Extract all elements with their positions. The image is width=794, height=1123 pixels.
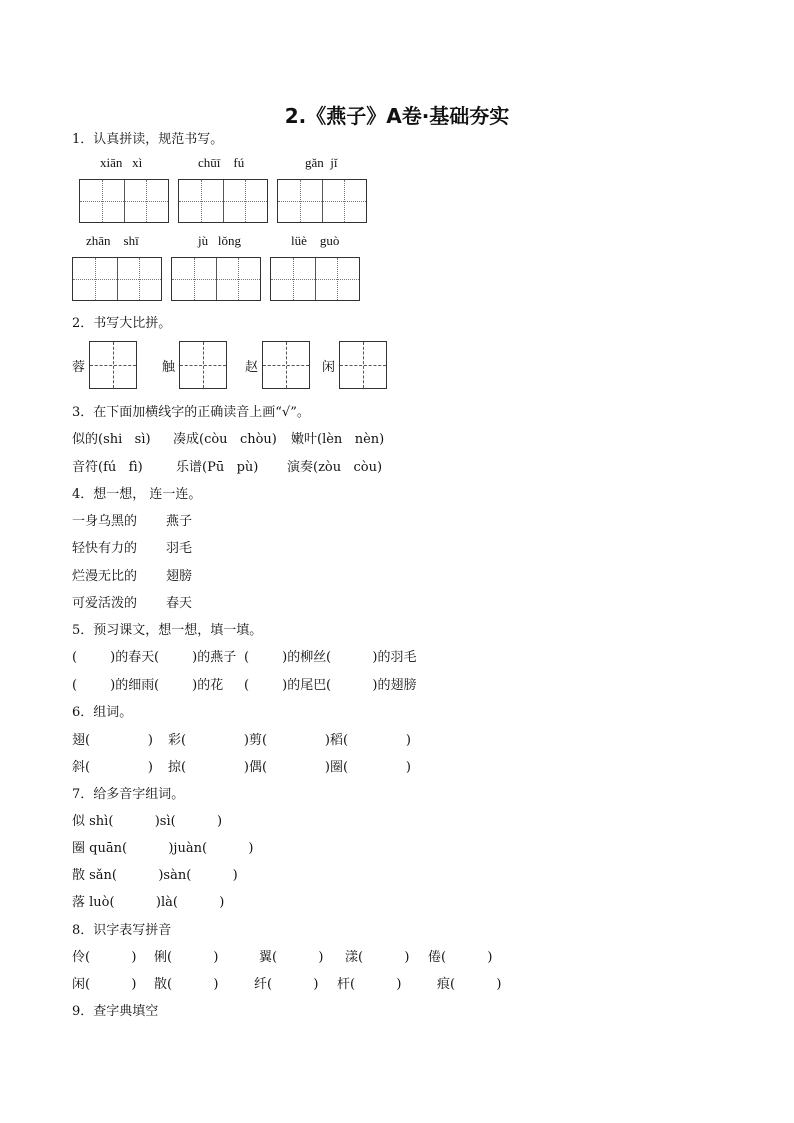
q1-heading: 1．认真拼读，规范书写。 — [72, 132, 224, 147]
q3-item-5: 乐谱(Pū pù) — [176, 460, 259, 475]
big-grid-3[interactable] — [262, 341, 310, 389]
q8-r1-4: 漾( ) — [345, 950, 410, 965]
q6-r2-2: 掠( )偶( )圈( ) — [168, 760, 411, 775]
q7-item-2: 圈 quān( )juàn( ) — [72, 841, 254, 856]
q2-char-3: 赵 — [245, 360, 259, 375]
q5-r1-1: ( )的春天 — [72, 650, 155, 665]
q3-item-2: 凑成(còu chòu) — [173, 432, 277, 447]
q9-heading: 9．查字典填空 — [72, 1004, 159, 1019]
q4-right-4: 春天 — [166, 596, 193, 611]
q4-left-3: 烂漫无比的 — [72, 569, 138, 584]
q7-item-1: 似 shì( )sì( ) — [72, 814, 223, 829]
q3-heading: 3．在下面加横线字的正确读音上画“√”。 — [72, 405, 310, 420]
writing-grid-5[interactable] — [171, 257, 261, 301]
q5-r1-4: ( )的羽毛 — [326, 650, 417, 665]
q6-r2-1: 斜( ) — [72, 760, 153, 775]
big-grid-1[interactable] — [89, 341, 137, 389]
writing-grid-6[interactable] — [270, 257, 360, 301]
q8-heading: 8．识字表写拼音 — [72, 923, 172, 938]
q3-item-4: 音符(fú fì) — [72, 460, 143, 475]
writing-grid-1[interactable] — [79, 179, 169, 223]
q5-r2-4: ( )的翅膀 — [326, 678, 417, 693]
q1-pinyin-2: chūī fú — [198, 155, 245, 170]
q8-r1-5: 倦( ) — [428, 950, 493, 965]
q5-r1-3: ( )的柳丝 — [244, 650, 327, 665]
q1-pinyin-3: gǎn jǐ — [305, 155, 338, 170]
q4-right-1: 燕子 — [166, 514, 193, 529]
writing-grid-3[interactable] — [277, 179, 367, 223]
q6-heading: 6．组词。 — [72, 705, 133, 720]
q8-r2-3: 纤( ) — [254, 977, 319, 992]
q2-char-4: 闲 — [322, 360, 336, 375]
q5-r2-3: ( )的尾巴 — [244, 678, 327, 693]
q3-item-6: 演奏(zòu còu) — [287, 460, 383, 475]
big-grid-4[interactable] — [339, 341, 387, 389]
q7-item-3: 散 sǎn( )sàn( ) — [72, 868, 238, 883]
q4-left-2: 轻快有力的 — [72, 541, 138, 556]
q2-char-2: 触 — [162, 360, 176, 375]
q2-char-1: 蓉 — [72, 360, 86, 375]
q1-pinyin-1: xiān xì — [100, 155, 143, 170]
q4-heading: 4．想一想， 连一连。 — [72, 487, 202, 502]
q5-r1-2: ( )的燕子 — [154, 650, 237, 665]
page-title: 2.《燕子》A卷·基础夯实 — [284, 104, 510, 128]
q8-r2-2: 散( ) — [154, 977, 219, 992]
q7-heading: 7．给多音字组词。 — [72, 787, 185, 802]
q8-r1-3: 翼( ) — [259, 950, 324, 965]
q5-heading: 5．预习课文，想一想，填一填。 — [72, 623, 263, 638]
q4-left-1: 一身乌黑的 — [72, 514, 138, 529]
q4-right-2: 羽毛 — [166, 541, 193, 556]
q5-r2-1: ( )的细雨 — [72, 678, 155, 693]
q7-item-4: 落 luò( )là( ) — [72, 895, 225, 910]
q3-item-3: 嫩叶(lèn nèn) — [291, 432, 385, 447]
q8-r2-5: 痕( ) — [437, 977, 502, 992]
q4-left-4: 可爱活泼的 — [72, 596, 138, 611]
q1-pinyin-4: zhān shī — [86, 233, 139, 248]
writing-grid-2[interactable] — [178, 179, 268, 223]
big-grid-2[interactable] — [179, 341, 227, 389]
writing-grid-4[interactable] — [72, 257, 162, 301]
q6-r1-1: 翅( ) — [72, 733, 153, 748]
q8-r2-1: 闲( ) — [72, 977, 137, 992]
q8-r1-1: 伶( ) — [72, 950, 137, 965]
q1-pinyin-5: jù lǒng — [198, 233, 241, 248]
q8-r2-4: 杆( ) — [337, 977, 402, 992]
q8-r1-2: 俐( ) — [154, 950, 219, 965]
q6-r1-2: 彩( )剪( )稻( ) — [168, 733, 411, 748]
q3-item-1: 似的(shi sì) — [72, 432, 151, 447]
q5-r2-2: ( )的花 — [154, 678, 224, 693]
q4-right-3: 翅膀 — [166, 569, 193, 584]
q2-heading: 2．书写大比拼。 — [72, 316, 172, 331]
q1-pinyin-6: lüè guò — [291, 233, 340, 248]
